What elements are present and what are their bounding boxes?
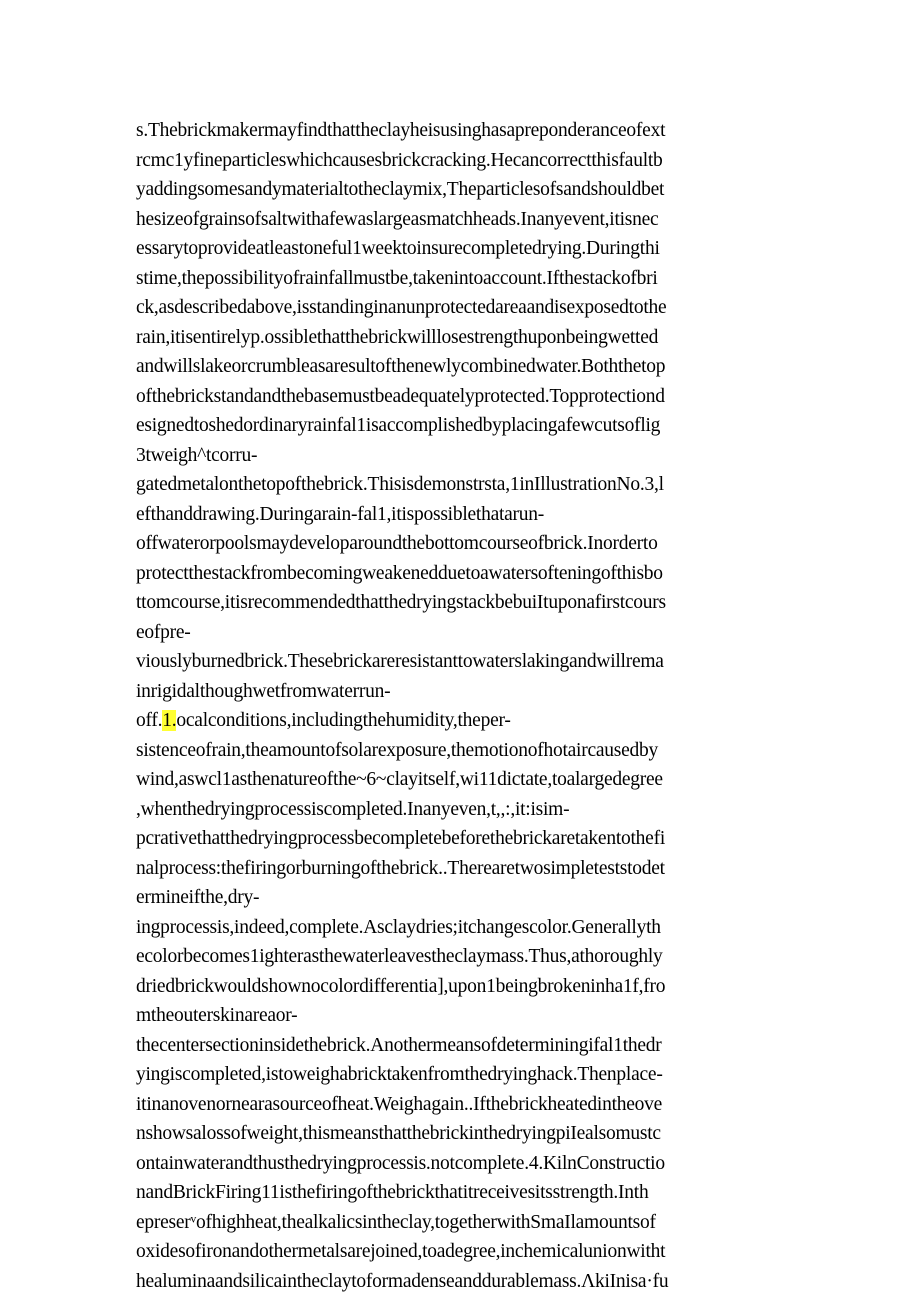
text-line: yingiscompleted,istoweighabricktakenfromthedryinghack.Thenplace- <box>136 1064 663 1085</box>
text-line: nandBrickFiring11isthefiringofthebrickthatitreceivesitsstrength.Inth <box>136 1182 649 1203</box>
text-line: mtheouterskinareaor- <box>136 1005 298 1026</box>
text-segment: off. <box>136 710 163 731</box>
text-line <box>136 706 786 736</box>
text-line: ,whenthedryingprocessiscompleted.Inanyeven,t,,:,it:isim- <box>136 798 570 820</box>
text-line: ecolorbecomes1ighterasthewaterleavestheclaymass.Thus,athoroughly <box>136 946 663 967</box>
text-line: ttomcourse,itisrecommendedthatthedryingstackbebuiItuponafirstcours <box>136 592 666 613</box>
text-line: efthanddrawing.Duringarain-fal1,itispossiblethatarun- <box>136 503 545 525</box>
text-line: 3tweigh^tcorru- <box>136 444 258 466</box>
text-line: ingprocessis,indeed,complete.Asclaydries;itchangescolor.Generallyth <box>136 916 661 938</box>
text-line: eofpre- <box>136 621 191 643</box>
text-line: oxidesofironandothermetalsarejoined,toadegree,inchemicalunionwitht <box>136 1241 666 1262</box>
text-line: ck,asdescribedabove,isstandinginanunprotectedareaandisexposedtothe <box>136 297 667 318</box>
text-line: pcrativethatthedryingprocessbecompletebeforethebrickaretakentothefi <box>136 828 665 849</box>
text-line: protectthestackfrombecomingweakenedduetoawatersofteningofthisbo <box>136 562 663 584</box>
text-line: offwaterorpoolsmaydeveloparoundthebottomcourseofbrick.Inorderto <box>136 533 658 554</box>
text-line: gatedmetalonthetopofthebrick.Thisisdemonstrsta,1inIllustrationNo.3,l <box>136 474 664 495</box>
text-line: hesizeofgrainsofsaltwithafewaslargeasmatchheads.Inanyevent,itisnec <box>136 208 659 230</box>
text-segment: ocalconditions,includingthehumidity,theper- <box>176 710 511 731</box>
text-line: nalprocess:thefiringorburningofthebrick..Therearetwosimpleteststodet <box>136 857 665 879</box>
text-line: healuminaandsilicaintheclaytoformadenseanddurablemass.ΛkiInisa·fu <box>136 1270 669 1292</box>
body-text <box>136 116 786 1296</box>
text-line: itinanovenornearasourceofheat.Weighagain..Ifthebrickheatedintheove <box>136 1093 663 1115</box>
text-line: rcmc1yfineparticleswhichcausesbrickcracking.Hecancorrectthisfaultb <box>136 149 663 171</box>
text-line: yaddingsomesandymaterialtotheclaymix,Theparticlesofsandshouldbet <box>136 179 665 200</box>
text-line: rain,itisentirelyp.ossiblethatthebrickwilllosestrengthuponbeingwetted <box>136 326 659 348</box>
text-line: ermineifthe,dry- <box>136 887 260 908</box>
text-line: ontainwaterandthusthedryingprocessis.notcomplete.4.KilnConstructio <box>136 1152 665 1174</box>
text-line: ofthebrickstandandthebasemustbeadequatelyprotected.Topprotectiond <box>136 385 665 407</box>
text-line: inrigidalthoughwetfromwaterrun- <box>136 680 391 702</box>
text-line: andwillslakeorcrumbleasaresultofthenewlycombinedwater.Boththetop <box>136 356 666 377</box>
text-line: epreserᵛofhighheat,thealkalicsintheclay,togetherwithSmaIlamountsof <box>136 1211 656 1233</box>
text-line: wind,aswcl1asthenatureofthe~6~clayitself,wi11dictate,toalargedegree <box>136 769 663 790</box>
text-line: s.Thebrickmakermayfindthattheclayheisusinghasаpreponderanceofext <box>136 120 666 141</box>
text-line: sistenceofrain,theamountofsolarexposure,themotionofhotaircausedby <box>136 739 658 761</box>
text-line: stime,thepossibilityofrainfallmustbe,takenintoaccount.Ifthestackofbri <box>136 267 658 289</box>
text-line: nshowsalossofweight,thismeansthatthebrickinthedryingpiIealsomustc <box>136 1123 661 1144</box>
text-line: thecentersectioninsidethebrick.Anothermeansofdeterminingifal1thedr <box>136 1034 662 1056</box>
text-line: viouslyburnedbrick.Thesebrickareresistanttowaterslakingandwillrema <box>136 651 664 672</box>
text-line: driedbrickwouldshownocolordifferentia],upon1beingbrokeninha1f,fro <box>136 975 666 997</box>
text-line: esignedtoshedordinaryrainfal1isaccomplishedbyplacingafewcutsoflig <box>136 415 661 436</box>
text-line: essarytoprovideatleastoneful1weektoinsurecompletedrying.Duringthi <box>136 238 660 259</box>
highlighted-text: 1. <box>162 710 177 731</box>
